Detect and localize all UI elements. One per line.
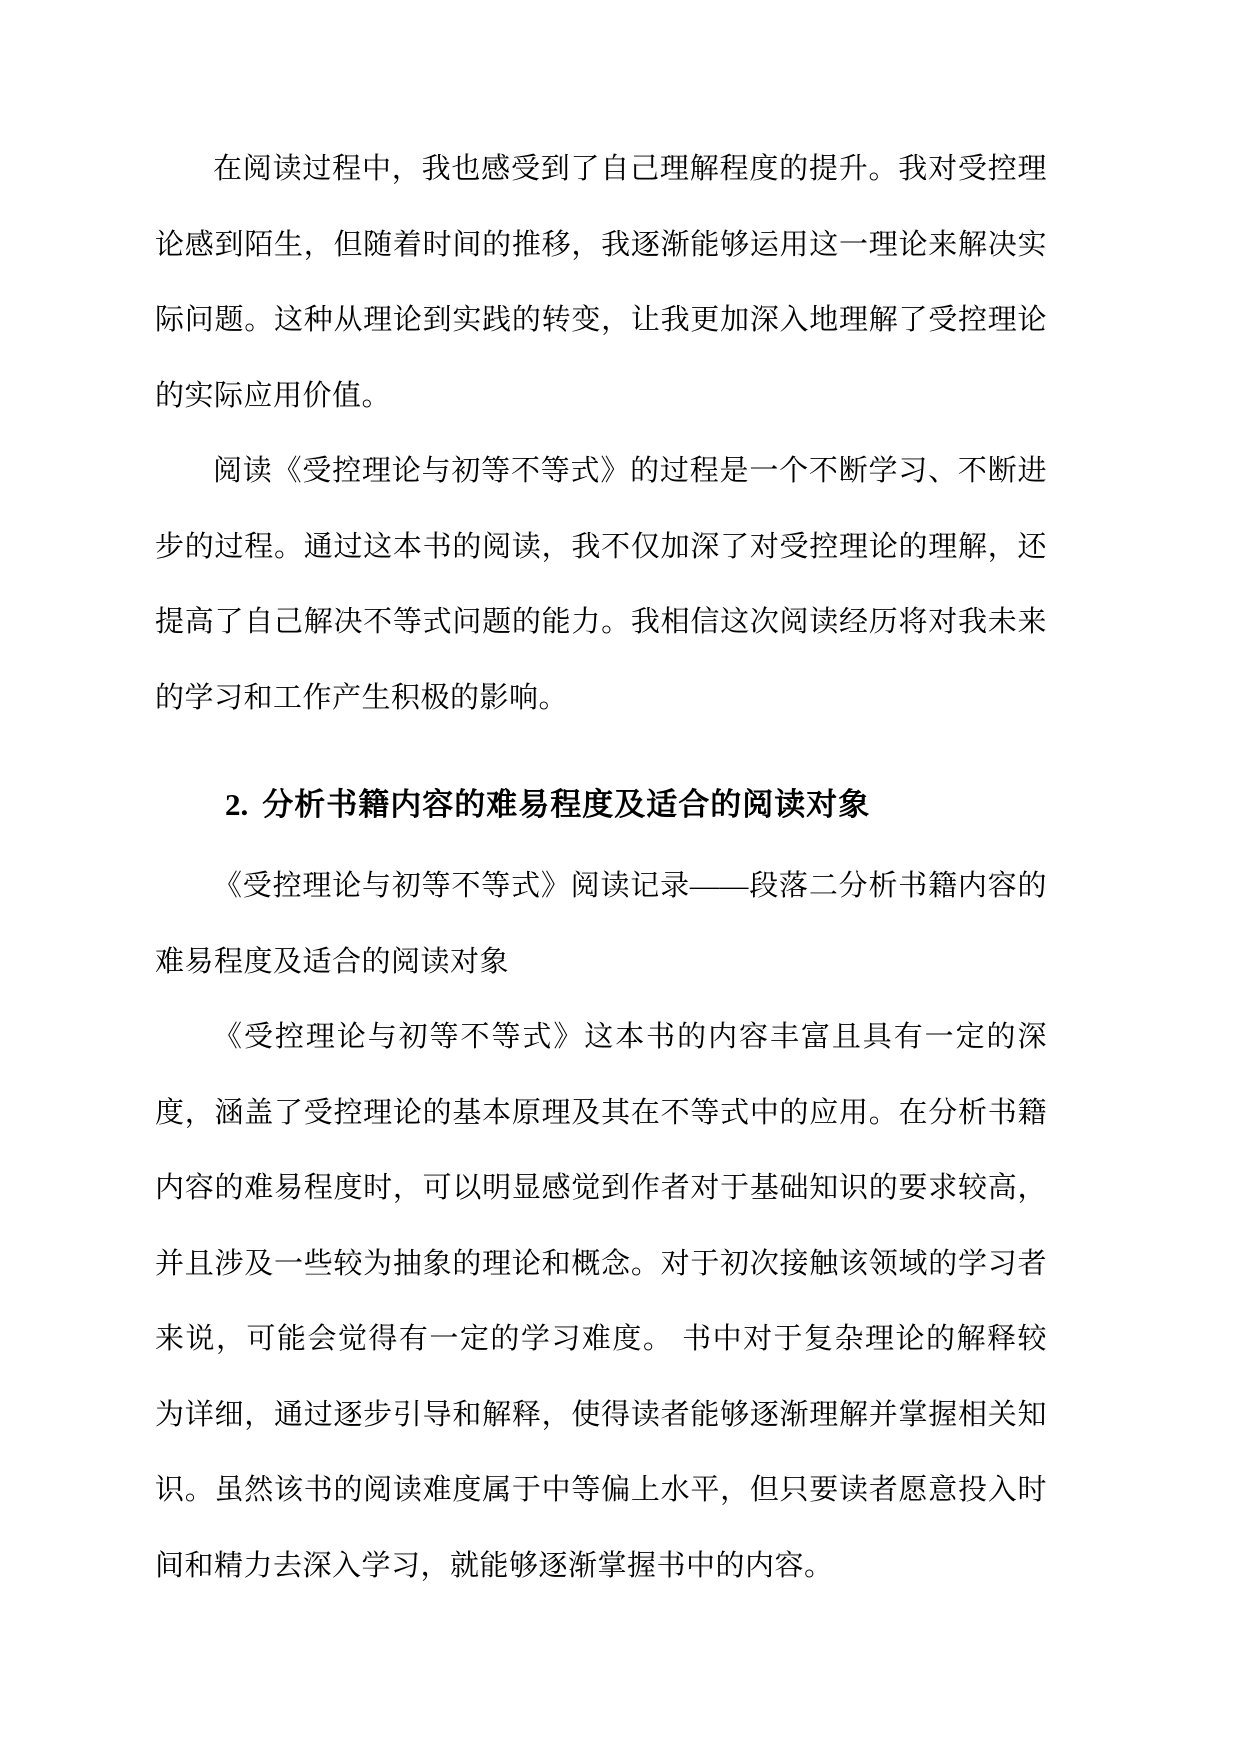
paragraph-difficulty-analysis: 《受控理论与初等不等式》这本书的内容丰富且具有一定的深度，涵盖了受控理论的基本原理及其在不等式中的应用。在分析书籍内容的难易程度时，可以明显感觉到作者对于基础知识的要求较高，并且涉及一些较为抽象的理论和概念。对于初次接触该领域的学习者来说，可能会觉得有一定的学习难度。 书中对于复杂理论的解释较为详细，通过逐步引导和解释，使得读者能够逐渐理解并掌握相关知识。虽然该书的阅读难度属于中等偏上水平，但只要读者愿意投入时间和精力去深入学习，就能够逐渐掌握书中的内容。 (155, 1021, 1047, 1582)
section-heading-number: 2. (225, 787, 249, 822)
section-heading-title: 分析书籍内容的难易程度及适合的阅读对象 (262, 787, 871, 822)
paragraph-reading-record-subtitle: 《受控理论与初等不等式》阅读记录——段落二分析书籍内容的难易程度及适合的阅读对象 (155, 870, 1047, 978)
section-heading (155, 767, 1047, 843)
paragraph-reading-process-summary: 阅读《受控理论与初等不等式》的过程是一个不断学习、不断进步的过程。通过这本书的阅读，我不仅加深了对受控理论的理解，还提高了自己解决不等式问题的能力。我相信这次阅读经历将对我未来的学习和工作产生积极的影响。 (155, 455, 1047, 714)
paragraph-comprehension-improvement: 在阅读过程中，我也感受到了自己理解程度的提升。我对受控理论感到陌生，但随着时间的推移，我逐渐能够运用这一理论来解决实际问题。这种从理论到实践的转变，让我更加深入地理解了受控理论的实际应用价值。 (155, 153, 1047, 412)
